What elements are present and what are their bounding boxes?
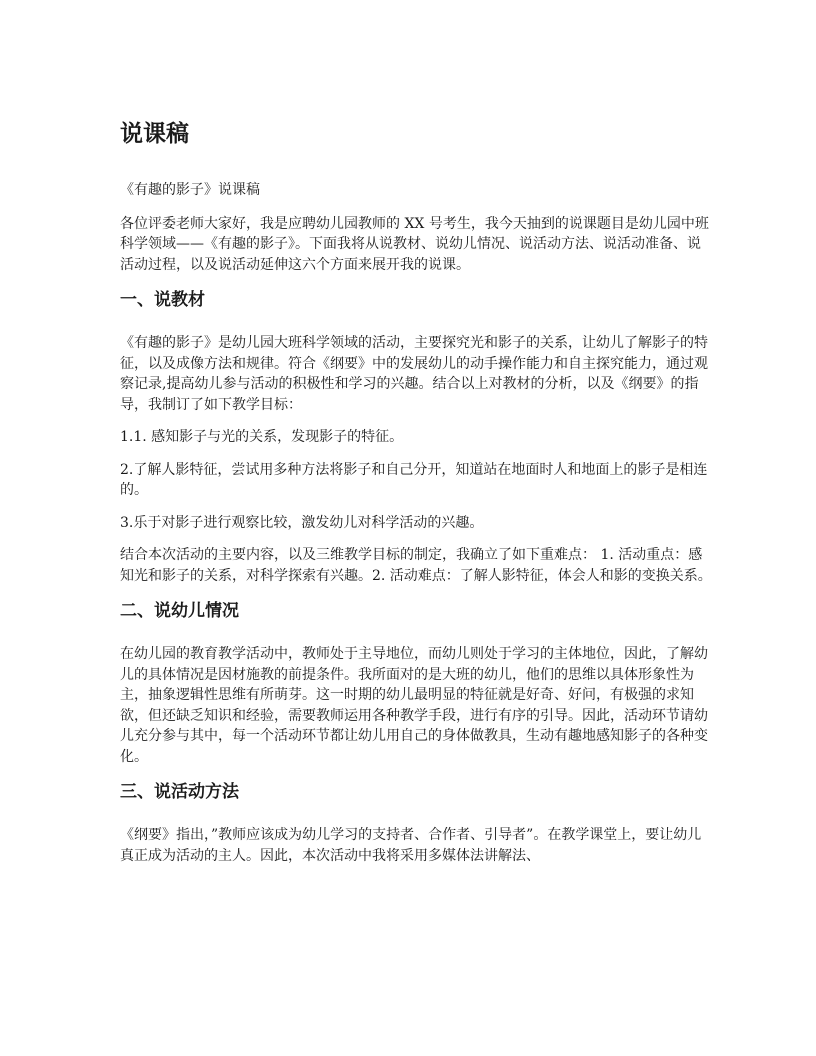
section-children	[120, 598, 712, 767]
section-heading: 三、说活动方法	[120, 782, 239, 802]
document-title: 说课稿	[120, 121, 189, 147]
intro-paragraph: 各位评委老师大家好，我是应聘幼儿园教师的 XX 号考生，我今天抽到的说课题目是幼儿园中班科学领域——《有趣的影子》。下面我将从说教材、说幼儿情况、说活动方法、说活动准备、说活动过程，以及说活动延伸这六个方面来展开我的说课。	[120, 215, 709, 273]
section-heading: 二、说幼儿情况	[120, 601, 239, 621]
section-methods	[120, 779, 712, 866]
paragraph: 《有趣的影子》是幼儿园大班科学领域的活动，主要探究光和影子的关系，让幼儿了解影子的特征，以及成像方法和规律。符合《纲要》中的发展幼儿的动手操作能力和自主探究能力，通过观察记录,提高幼儿参与活动的积极性和学习的兴趣。结合以上对教材的分析，以及《纲要》的指导，我制订了如下教学目标：	[120, 335, 708, 413]
document-subtitle: 《有趣的影子》说课稿	[120, 182, 260, 198]
objective-item: 2.了解人影特征，尝试用多种方法将影子和自己分开，知道站在地面时人和地面上的影子是相连的。	[120, 461, 708, 498]
objective-item: 3.乐于对影子进行观察比较，激发幼儿对科学活动的兴趣。	[120, 514, 484, 531]
section-heading: 一、说教材	[120, 290, 205, 310]
paragraph: 《纲要》指出，”教师应该成为幼儿学习的支持者、合作者、引导者”。在教学课堂上，要让幼儿真正成为活动的主人。因此，本次活动中我将采用多媒体法讲解法、	[120, 827, 702, 864]
section-textbook	[120, 287, 712, 586]
objective-item: 1.1. 感知影子与光的关系，发现影子的特征。	[120, 429, 404, 445]
paragraph: 结合本次活动的主要内容，以及三维教学目标的制定，我确立了如下重难点： 1. 活动重点：感知光和影子的关系，对科学探索有兴趣。2. 活动难点：了解人影特征，体会人和影的变换关系。	[120, 547, 712, 584]
paragraph: 在幼儿园的教育教学活动中，教师处于主导地位，而幼儿则处于学习的主体地位，因此，了解幼儿的具体情况是因材施教的前提条件。我所面对的是大班的幼儿，他们的思维以具体形象性为主，抽象逻辑性思维有所萌芽。这一时期的幼儿最明显的特征就是好奇、好问，有极强的求知欲，但还缺乏知识和经验，需要教师运用各种教学手段，进行有序的引导。因此，活动环节请幼儿充分参与其中，每一个活动环节都让幼儿用自己的身体做教具，生动有趣地感知影子的各种变化。	[120, 646, 708, 765]
document-page	[120, 118, 712, 878]
